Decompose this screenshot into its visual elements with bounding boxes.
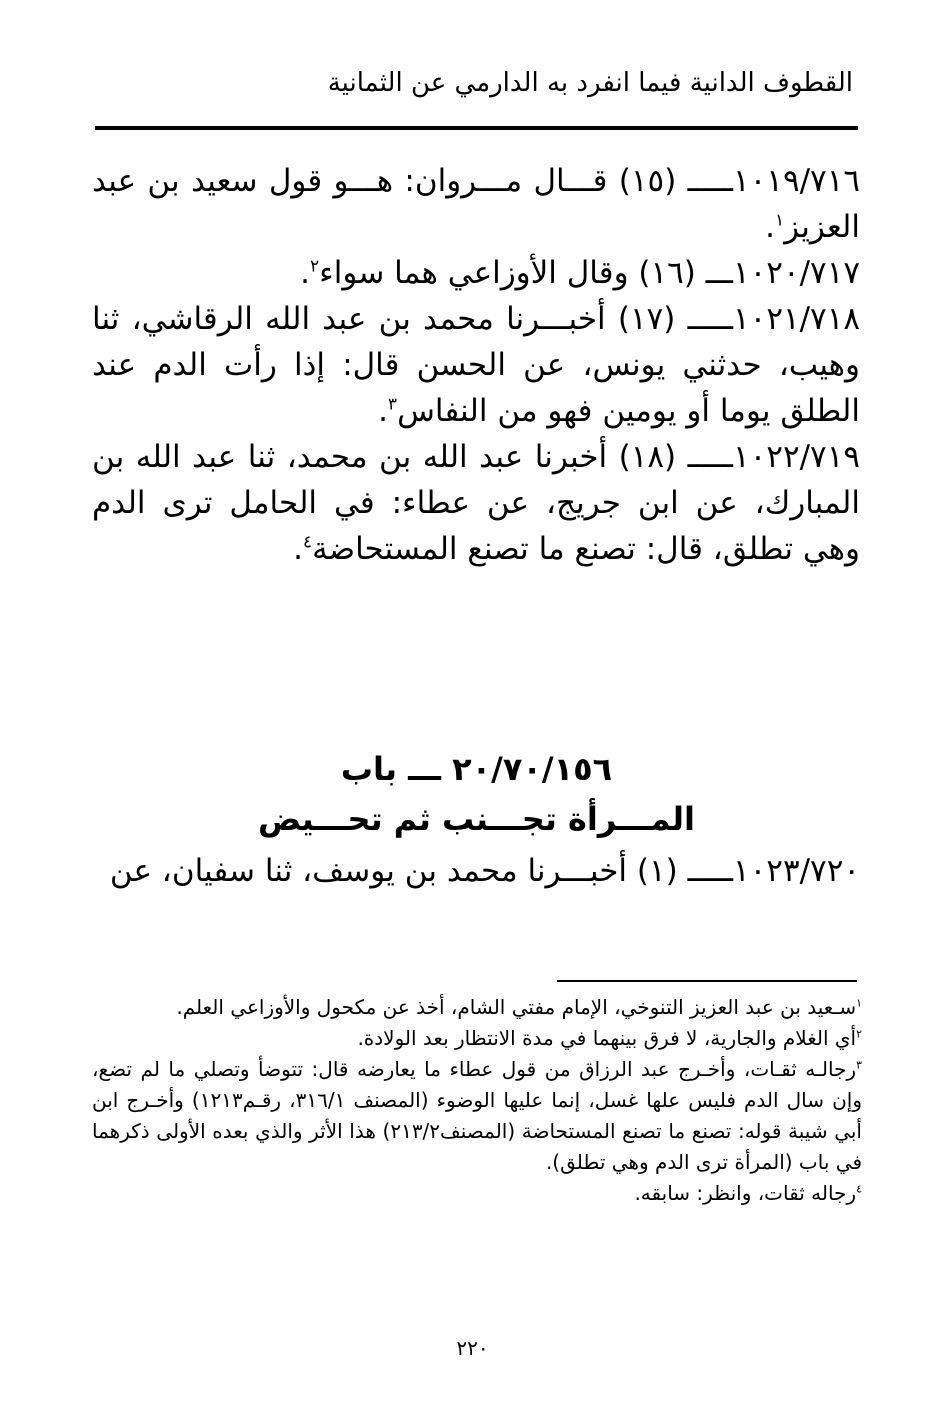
page-number: ٢٢٠ (456, 1336, 489, 1360)
entry-717 (92, 250, 860, 296)
entry-end: . (378, 393, 388, 429)
footnote-text: رجاله ثقات، وانظر: سابقه. (634, 1181, 857, 1205)
entry-end: . (300, 255, 310, 291)
entry-text: ١٠٢٢/٧١٩ـــــ (١٨) أخبرنا عبد الله بن محمد، ثنا عبد الله بن المبارك، عن ابن جريج، عن عطاء: في الحامل ترى الدم وهي تطلق، قال: تصنع ما تصنع المستحاضة (92, 439, 860, 567)
entry-end: . (293, 531, 303, 567)
entry-text: ١٠٢٠/٧١٧ـــ (١٦) وقال الأوزاعي هما سواء (319, 255, 860, 291)
chapter-number: ٢٠/٧٠/١٥٦ ـــ باب (340, 750, 613, 788)
footnote-number: ١ (856, 996, 862, 1010)
footnote-number: ٣ (856, 1058, 862, 1072)
footnote-marker[interactable]: ٣ (387, 394, 398, 415)
entry-text: ١٠١٩/٧١٦ـــــ (١٥) قـــال مـــروان: هـــو قول سعيد بن عبد العزيز (92, 163, 860, 245)
footnote-1 (92, 992, 862, 1023)
footnote-text: أي الغلام والجارية، لا فرق بينهما في مدة الانتظار بعد الولادة. (357, 1026, 857, 1050)
footnote-number: ٢ (856, 1027, 862, 1041)
footnote-text: سـعيد بن عبد العزيز التنوخي، الإمام مفتي الشام، أخذ عن مكحول والأوزاعي العلم. (176, 995, 857, 1019)
entry-718 (92, 296, 860, 434)
footnotes (92, 992, 862, 1209)
entry-720: ١٠٢٣/٧٢٠ـــــ (١) أخبـــرنا محمد بن يوسف، ثنا سفيان، عن (109, 853, 860, 889)
footnote-marker[interactable]: ١ (774, 210, 785, 231)
footnote-text: رجالـه ثقـات، وأخـرج عبد الرزاق من قول عطاء ما يعارضه قال: تتوضأ وتصلي ما لم تضع، وإن سال الدم فليس علها غسل، إنما عليها الوضوء (المصنف ٣١٦/١، رقـم١٢١٣) وأخـرج ابن أبي شيبة قوله: تصنع ما تصنع المستحاضة (المصنف٢١٣/٢) هذا الأثر والذي بعده الأولى ذكرهما في باب (المرأة ترى الدم وهي تطلق). (92, 1057, 863, 1174)
header-rule (95, 126, 858, 130)
running-header: القطوف الدانية فيما انفرد به الدارمي عن الثمانية (327, 68, 853, 98)
entry-716 (92, 158, 860, 250)
entry-end: . (765, 209, 775, 245)
entry-text: ١٠٢١/٧١٨ـــــ (١٧) أخبـــرنا محمد بن عبد الله الرقاشي، ثنا وهيب، حدثني يونس، عن الحسن قال: إذا رأت الدم عند الطلق يوما أو يومين فهو من النفاس (92, 301, 861, 429)
chapter-text (92, 848, 860, 894)
footnote-marker[interactable]: ٤ (302, 532, 313, 553)
footnote-rule (557, 980, 857, 982)
footnote-2 (92, 1023, 862, 1054)
footnote-4 (92, 1178, 862, 1209)
body-text (92, 158, 860, 572)
entry-719 (92, 434, 860, 572)
chapter-title: المـــرأة تجـــنب ثم تحـــيض (258, 800, 695, 838)
footnote-3 (92, 1054, 862, 1178)
footnote-number: ٤ (856, 1182, 862, 1196)
footnote-marker[interactable]: ٢ (309, 256, 320, 277)
